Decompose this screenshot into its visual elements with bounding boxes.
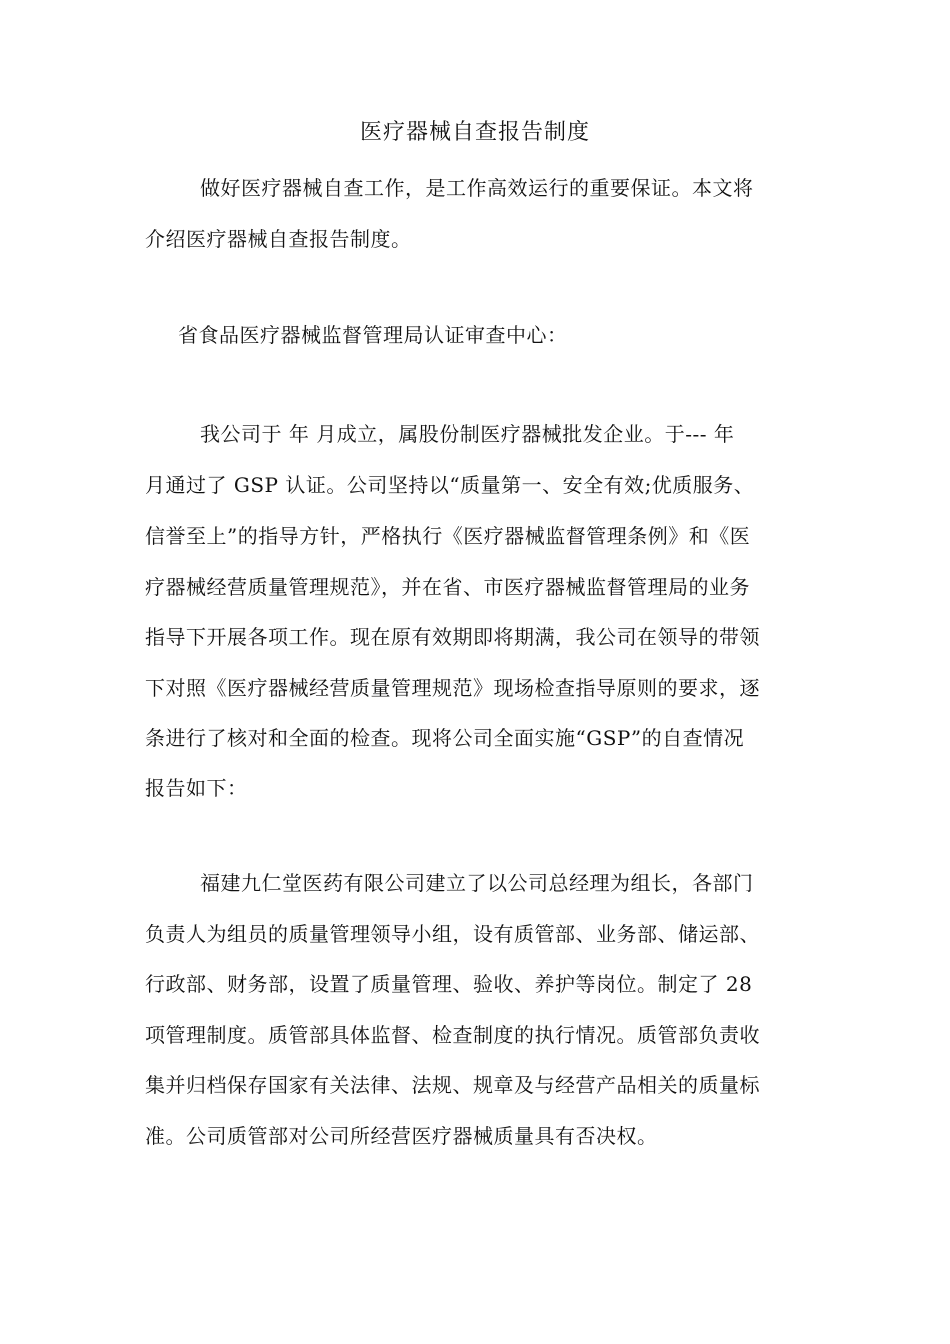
paragraph2-line-1: 福建九仁堂医药有限公司建立了以公司总经理为组长，各部门 [200,871,754,895]
paragraph2-line-6: 准。公司质管部对公司所经营医疗器械质量具有否决权。 [145,1124,658,1148]
paragraph1-line-6: 下对照《医疗器械经营质量管理规范》现场检查指导原则的要求，逐 [145,676,760,700]
paragraph1-line-5: 指导下开展各项工作。现在原有效期即将期满，我公司在领导的带领 [145,625,760,649]
paragraph2-line-5: 集并归档保存国家有关法律、法规、规章及与经营产品相关的质量标 [145,1073,760,1097]
document-title: 医疗器械自查报告制度 [359,120,590,145]
intro-line-1: 做好医疗器械自查工作，是工作高效运行的重要保证。本文将 [200,176,754,200]
paragraph1-line-8: 报告如下： [145,776,248,800]
paragraph1-line-7: 条进行了核对和全面的检查。现将公司全面实施“GSP”的自查情况 [145,726,745,750]
paragraph1-line-1: 我公司于 年 月成立，属股份制医疗器械批发企业。于--- 年 [200,422,735,446]
addressee: 省食品医疗器械监督管理局认证审查中心： [178,323,568,347]
paragraph1-line-3: 信誉至上”的指导方针，严格执行《医疗器械监督管理条例》和《医 [145,524,751,548]
paragraph2-line-2: 负责人为组员的质量管理领导小组，设有质管部、业务部、储运部、 [145,922,760,946]
paragraph2-line-3: 行政部、财务部，设置了质量管理、验收、养护等岗位。制定了 28 [145,972,753,996]
paragraph1-line-4: 疗器械经营质量管理规范》，并在省、市医疗器械监督管理局的业务 [145,575,750,599]
paragraph1-line-2: 月通过了 GSP 认证。公司坚持以“质量第一、安全有效;优质服务、 [145,473,755,497]
intro-line-2: 介绍医疗器械自查报告制度。 [145,227,412,251]
paragraph2-line-4: 项管理制度。质管部具体监督、检查制度的执行情况。质管部负责收 [145,1023,760,1047]
